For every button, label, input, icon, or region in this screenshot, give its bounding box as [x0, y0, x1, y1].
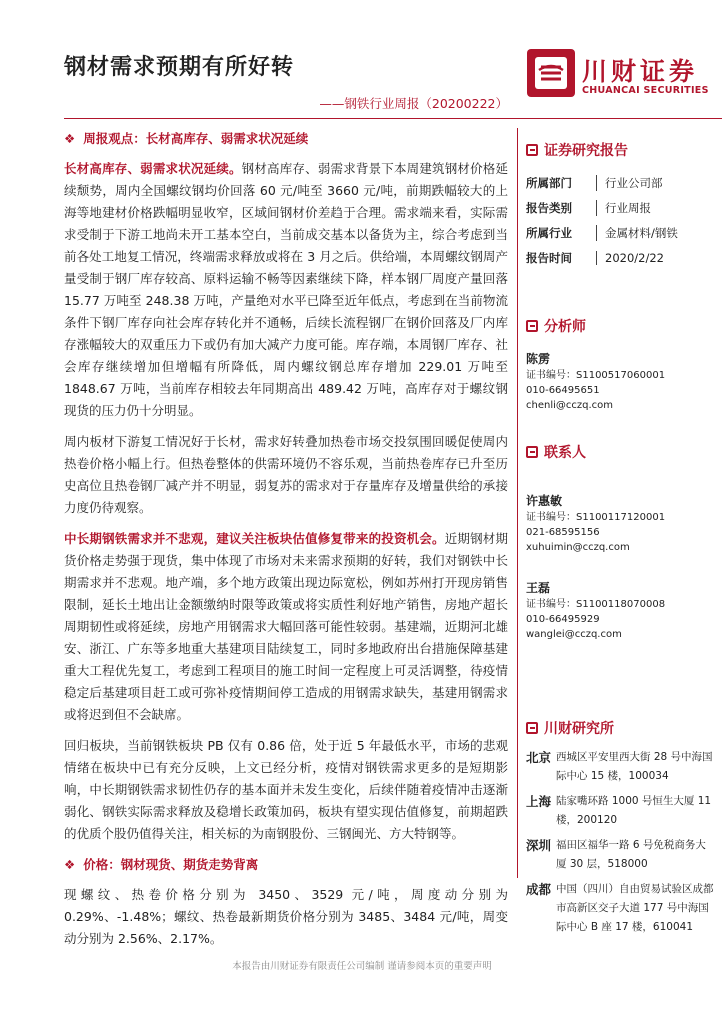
contact-email[interactable]: wanglei@cczq.com	[526, 629, 622, 640]
section-heading-views: ❖ 周报观点：长材高库存、弱需求状况延续	[64, 131, 309, 146]
research-institute-block	[526, 718, 722, 943]
office-shanghai: 上海 陆家嘴环路 1000 号恒生大厦 11 楼，200120	[526, 794, 712, 826]
analyst-block	[526, 316, 722, 413]
logo-mark-icon	[526, 48, 576, 98]
analyst-name: 陈雳	[526, 352, 551, 366]
office-beijing: 北京 西城区平安里西大街 28 号中海国际中心 15 楼，100034	[526, 750, 713, 782]
section-heading-price: ❖ 价格：钢材现货、期货走势背离	[64, 857, 259, 872]
paragraph-sector-valuation: 回归板块，当前钢铁板块 PB 仅有 0.86 倍，处于近 5 年最低水平，市场的悲观情绪在板块中已有充分反映，上文已经分析，疫情对钢铁需求更多的是短期影响，中长期钢铁需求韧性仍存的基本面并未发生变化，后续伴随着疫情冲击逐渐弱化、钢铁实际需求释放及稳增长政策加码，板块有望实现估值修复，前期超跌的优质个股仍值得关注，相关标的为南钢股份、三钢闽光、方大特钢等。	[64, 738, 508, 841]
paragraph-long-term-demand: 中长期钢铁需求并不悲观，建议关注板块估值修复带来的投资机会。近期钢材期货价格走势强于现货，集中体现了市场对未来需求预期的好转，我们对钢铁中长期需求并不悲观。地产端，多个地方政策出现边际宽松，例如苏州打开现房销售限制，延长土地出让金额缴纳时限等政策或将实质性利好地产销售，房地产超长周期韧性或将延续，房地产用钢需求大幅回落可能性较弱。基建端，近期河北雄安、浙江、广东等多地重大基建项目陆续复工，同时多地政府出台措施保障基建重大工程优先复工，考虑到工程项目的施工时间一定程度上可灵活调整，待疫情稳定后基建项目赶工或可弥补疫情期间停工造成的用钢需求缺失，基建用钢需求或将迟到但不会缺席。	[64, 531, 508, 722]
analyst-phone: 010-66495651	[526, 385, 600, 396]
analyst-email[interactable]: chenli@cczq.com	[526, 400, 614, 411]
info-row-date: 报告时间 2020/2/22	[526, 250, 664, 265]
info-row-industry: 所属行业 金属材料/钢铁	[526, 225, 678, 240]
analyst-cert: 证书编号：S1100517060001	[526, 370, 666, 381]
report-heading: 证券研究报告	[526, 140, 722, 160]
diamond-bullet-icon: ❖	[64, 857, 76, 872]
section-square-icon	[526, 446, 538, 458]
page-footer: 本报告由川财证券有限责任公司编制 谨请参阅本页的重要声明	[232, 961, 492, 972]
report-subtitle: ——钢铁行业周报（20200222）	[319, 96, 508, 111]
research-heading: 川财研究所	[526, 718, 722, 738]
header-divider	[64, 118, 722, 119]
contact-name: 许惠敏	[526, 494, 563, 508]
info-row-department: 所属部门 行业公司部	[526, 175, 663, 190]
logo-name: 川财证券	[582, 57, 699, 86]
office-shenzhen: 深圳 福田区福华一路 6 号免税商务大厦 30 层，518000	[526, 838, 706, 870]
analyst-card	[526, 350, 722, 413]
contact-phone: 010-66495929	[526, 614, 600, 625]
report-info-block	[526, 140, 722, 270]
analyst-heading: 分析师	[526, 316, 722, 336]
contact-cert: 证书编号：S1100117120001	[526, 512, 666, 523]
company-logo	[526, 48, 722, 100]
contact-name: 王磊	[526, 581, 551, 595]
contact-card	[526, 492, 722, 555]
contact-email[interactable]: xuhuimin@cczq.com	[526, 542, 630, 553]
logo-english-name: CHUANCAI SECURITIES	[582, 85, 709, 96]
section-square-icon	[526, 320, 538, 332]
contact-heading: 联系人	[526, 442, 722, 462]
contact-card	[526, 579, 722, 642]
column-divider	[517, 128, 518, 878]
paragraph-long-products: 长材高库存、弱需求状况延续。钢材高库存、弱需求背景下本周建筑钢材价格延续颓势，周内全国螺纹钢均价回落 60 元/吨至 3660 元/吨，前期跌幅较大的上海等地建材价格跌幅明显收窄，区域间钢材价差趋于合理。需求端来看，实际需求受制于下游工地尚未开工基本空白，当前成交基本以备货为主，综合考虑到当前各处工地复工情况，终端需求释放或将在 3 月之后。供给端，本周螺纹钢周产量受制于钢厂库存较高、原料运输不畅等因素继续下降，样本钢厂周度产量回落 15.77 万吨至 248.38 万吨，产量绝对水平已降至近年低点，考虑到在当前物流条件下钢厂库存向社会库存转化并不通畅，后续长流程钢厂在钢价回落及厂内库存涨幅较大的双重压力下或仍有加大减产力度可能。库存端，本周钢厂库存、社会库存继续增加但增幅有所降低，周内螺纹钢总库存增加 229.01 万吨至 1848.67 万吨，当前库存相较去年同期高出 489.42 万吨，高库存对于螺纹钢现货的压力仍十分明显。	[64, 161, 508, 418]
diamond-bullet-icon: ❖	[64, 131, 76, 146]
info-row-category: 报告类别 行业周报	[526, 200, 651, 215]
section-square-icon	[526, 722, 538, 734]
paragraph-price: 现螺纹、热卷价格分别为 3450、3529 元/吨，周度动分别为 0.29%、-1.48%；螺纹、热卷最新期货价格分别为 3485、3484 元/吨，周变动分别为 2.56%、2.17%。	[64, 887, 508, 946]
report-title: 钢材需求预期有所好转	[64, 55, 295, 80]
main-content	[64, 128, 508, 959]
contact-block	[526, 442, 722, 642]
section-square-icon	[526, 144, 538, 156]
contact-phone: 021-68595156	[526, 527, 600, 538]
office-chengdu: 成都 中国（四川）自由贸易试验区成都市高新区交子大道 177 号中海国际中心 B 座 17 楼，610041	[526, 882, 714, 933]
paragraph-flat-products: 周内板材下游复工情况好于长材，需求好转叠加热卷市场交投氛围回暖促使周内热卷价格小幅上行。但热卷整体的供需环境仍不容乐观，当前热卷库存已升至历史高位且热卷钢厂减产并不明显，弱复苏的需求对于存量库存及增量供给的承接力度仍待观察。	[64, 434, 508, 515]
contact-cert: 证书编号：S1100118070008	[526, 599, 666, 610]
